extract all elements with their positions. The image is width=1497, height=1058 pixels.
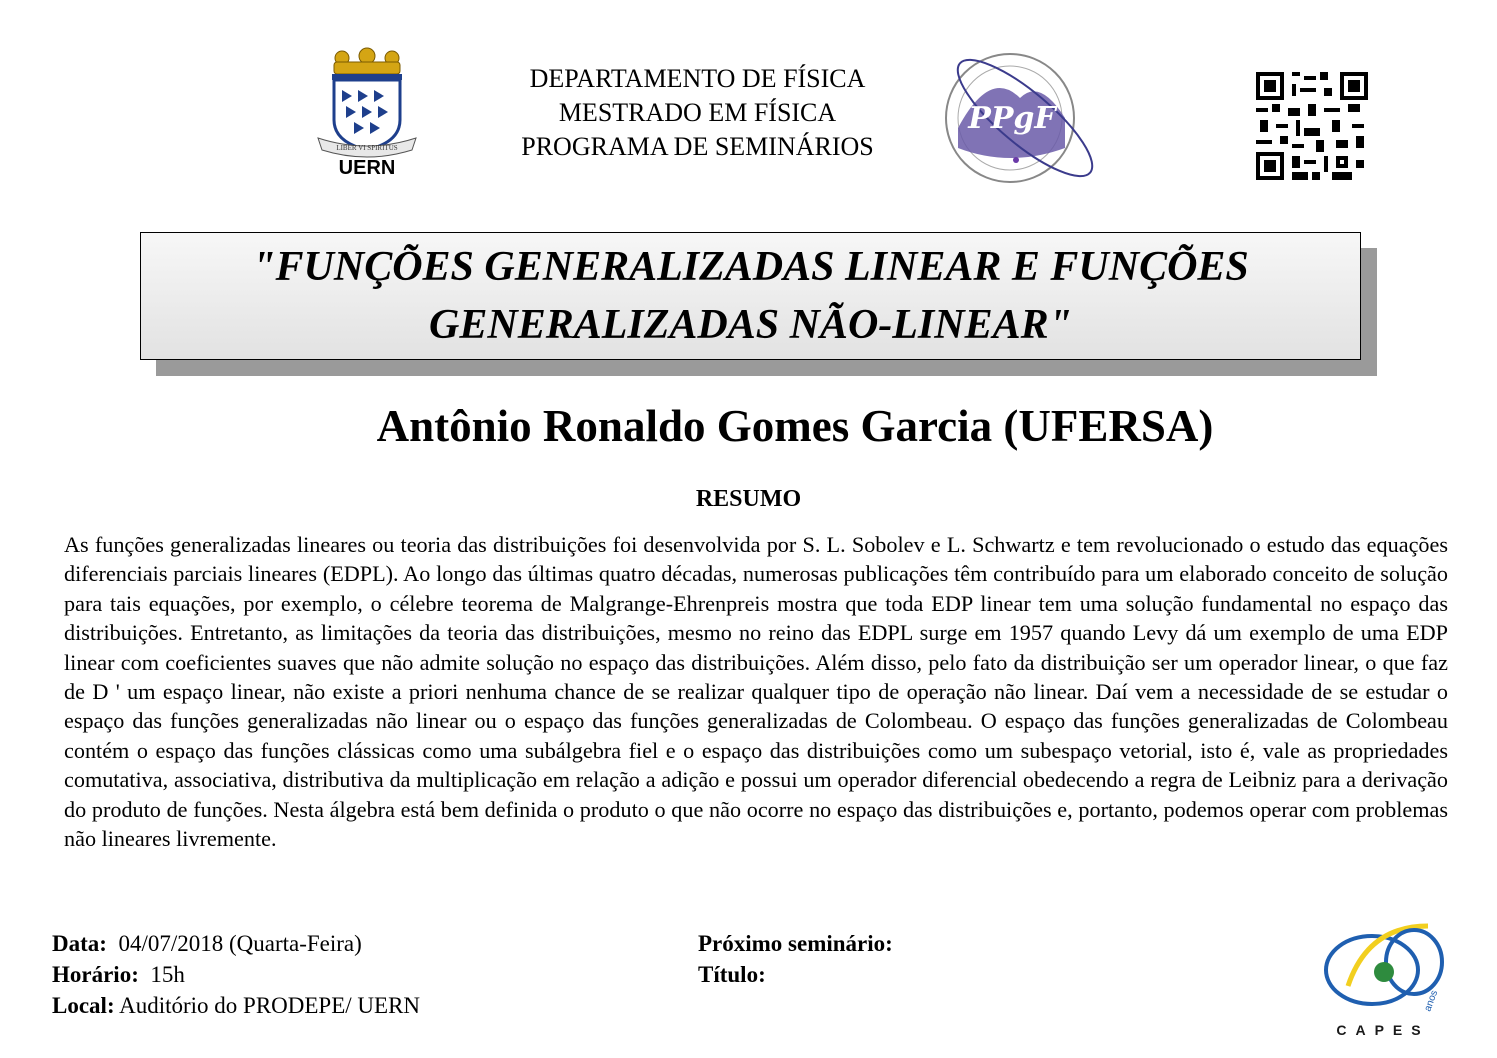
seminar-title: [161, 238, 1341, 354]
department-header: [480, 62, 915, 164]
department-line-1: DEPARTAMENTO DE FÍSICA: [529, 64, 866, 93]
capes-logo: [1318, 916, 1454, 1038]
place-value: Auditório do PRODEPE/ UERN: [119, 993, 421, 1018]
next-title-label: Título:: [698, 962, 766, 987]
capes-anos: anos: [1422, 988, 1441, 1014]
ppgf-text: PPgF: [968, 101, 1056, 136]
uern-logo: [312, 46, 422, 178]
abstract-heading: RESUMO: [695, 486, 802, 512]
department-line-3: PROGRAMA DE SEMINÁRIOS: [521, 132, 874, 161]
capes-name: CAPES: [1336, 1022, 1430, 1038]
qr-code-icon: [1256, 72, 1368, 180]
next-seminar: [698, 928, 1198, 990]
place-line: [52, 990, 652, 1021]
seminar-title-line-2: GENERALIZADAS NÃO-LINEAR": [429, 302, 1072, 348]
date-value: 04/07/2018 (Quarta-Feira): [118, 931, 362, 956]
next-seminar-label: Próximo seminário:: [698, 931, 893, 956]
seminar-details: [52, 928, 652, 1021]
time-value: 15h: [150, 962, 185, 987]
date-line: [52, 928, 652, 959]
uern-motto: LIBER VI SPIRITUS: [336, 144, 398, 152]
uern-name: UERN: [338, 157, 396, 178]
department-line-2: MESTRADO EM FÍSICA: [558, 98, 837, 127]
date-label: Data:: [52, 931, 107, 956]
place-label: Local:: [52, 993, 115, 1018]
speaker-name: Antônio Ronaldo Gomes Garcia (UFERSA): [376, 401, 1214, 451]
seminar-title-line-1: "FUNÇÕES GENERALIZADAS LINEAR E FUNÇÕES: [252, 244, 1249, 290]
time-label: Horário:: [52, 962, 139, 987]
ppgf-logo: [930, 48, 1114, 188]
abstract-text: As funções generalizadas lineares ou teoria das distribuições foi desenvolvida por S. L. Sobolev e L. Schwartz e tem revolucionado o estudo das equações diferenciais parciais lineares (EDPL). Ao longo das últimas quatro décadas, numerosas publicações têm contribuído para um elaborado conceito de solução para tais equações, por exemplo, o célebre teorema de Malgrange-Ehrenpreis mostra que toda EDP linear tem uma solução fundamental no espaço das distribuições. Entretanto, as limitações da teoria das distribuições, mesmo no reino das EDPL surge em 1957 quando Levy dá um exemplo de uma EDP linear com coeficientes suaves que não admite solução no espaço das distribuições. Além disso, pelo fato da distribuição ser um operador linear, o que faz de D ' um espaço linear, não existe a priori nenhuma chance de se realizar qualquer tipo de operação não linear. Daí vem a necessidade de se estudar o espaço das funções generalizadas não linear ou o espaço das funções generalizadas de Colombeau. O espaço das funções generalizadas de Colombeau contém o espaço das funções clássicas como uma subálgebra fiel e o espaço das distribuições como um subespaço vetorial, isto é, vale as propriedades comutativa, associativa, distributiva da multiplicação em relação a adição e possui um operador diferencial obedecendo a regra de Leibniz para a derivação do produto de funções. Nesta álgebra está bem definida o produto o que não ocorre no espaço das distribuições e, portanto, podemos operar com problemas não lineares livremente.: [64, 532, 1448, 852]
time-line: [52, 959, 652, 990]
seminar-title-box: [140, 232, 1361, 360]
